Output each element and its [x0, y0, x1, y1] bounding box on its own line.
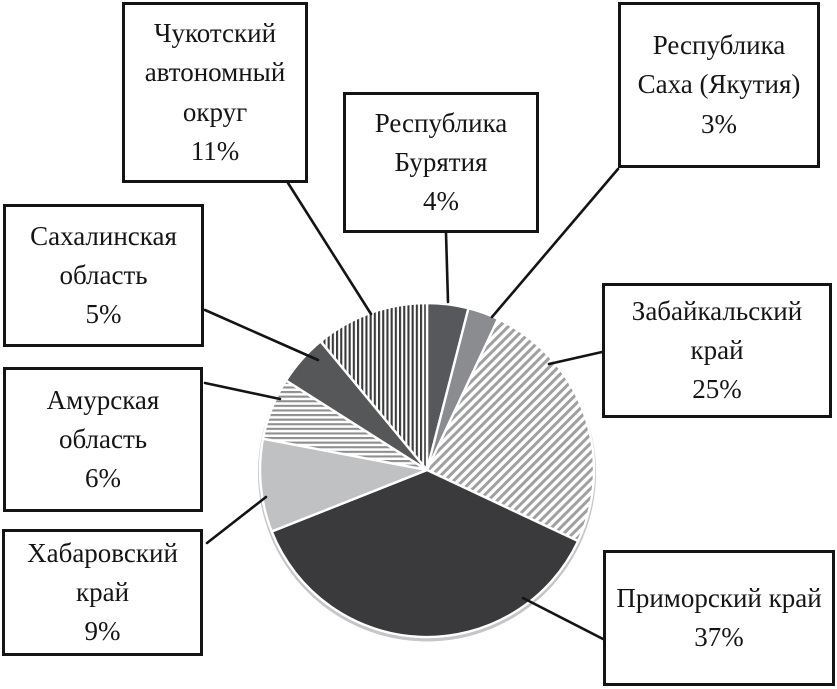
- region-percent: 6%: [85, 463, 121, 494]
- label-box-buryatia: [343, 92, 539, 233]
- label-box-chukotsky-ao: [122, 2, 308, 183]
- leader-line-zabaykalsky: [549, 352, 602, 364]
- region-percent: 3%: [701, 108, 737, 139]
- region-label: Амурская область: [46, 384, 160, 454]
- region-percent: 11%: [190, 135, 240, 166]
- pie-slices: [260, 303, 594, 637]
- region-label: Приморский край: [616, 582, 822, 613]
- label-box-zabaykalsky: [602, 283, 832, 418]
- region-label: Республика Саха (Якутия): [637, 30, 801, 100]
- label-box-sakha-yakutia: [618, 2, 820, 168]
- region-label: Чукотский автономный округ: [144, 18, 286, 127]
- label-box-amur: [3, 367, 203, 512]
- region-label: Хабаровский край: [27, 537, 178, 607]
- label-box-primorsky: [603, 550, 835, 686]
- leader-line-amur: [205, 383, 280, 399]
- region-label: Сахалинская область: [30, 220, 177, 290]
- leader-line-primorsky: [523, 598, 603, 639]
- label-box-sakhalin: [3, 204, 204, 347]
- leader-line-khabarovsk: [207, 497, 266, 543]
- region-percent: 37%: [694, 622, 744, 652]
- label-box-khabarovsk: [2, 529, 203, 656]
- leader-line-sakhalin: [205, 310, 318, 360]
- region-percent: 25%: [692, 374, 742, 405]
- leader-line-buryatia: [446, 233, 448, 302]
- region-percent: 5%: [85, 299, 122, 330]
- region-label: Республика Бурятия: [374, 107, 508, 177]
- region-label: Забайкальский край: [631, 295, 803, 365]
- region-percent: 4%: [423, 186, 459, 217]
- region-percent: 9%: [84, 616, 121, 647]
